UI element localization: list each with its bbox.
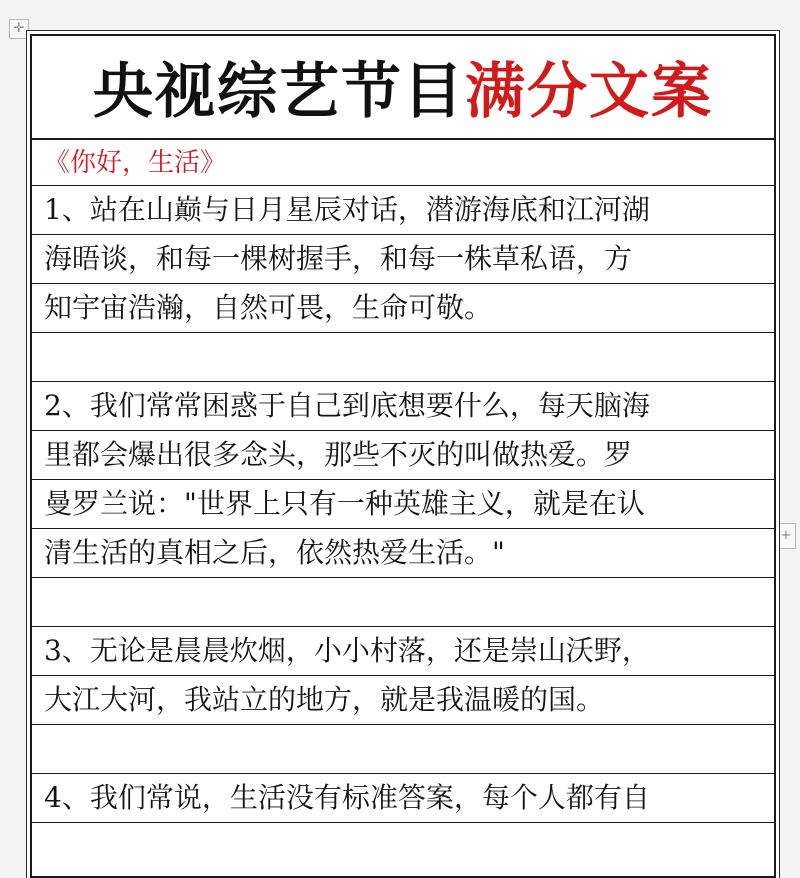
- text-line: 2、我们常常困惑于自己到底想要什么，每天脑海: [32, 382, 774, 431]
- text-line: 大江大河，我站立的地方，就是我温暖的国。: [32, 676, 774, 725]
- resize-handle-icon[interactable]: +: [776, 523, 796, 549]
- text-line: 里都会爆出很多念头，那些不灭的叫做热爱。罗: [32, 431, 774, 480]
- text-line: [32, 725, 774, 774]
- ruled-lines: [32, 140, 774, 823]
- document-page: [30, 34, 776, 878]
- text-line: 知宇宙浩瀚，自然可畏，生命可敬。: [32, 284, 774, 333]
- text-line: 3、无论是晨晨炊烟，小小村落，还是崇山沃野，: [32, 627, 774, 676]
- page-title: [32, 36, 774, 140]
- text-line: 曼罗兰说："世界上只有一种英雄主义，就是在认: [32, 480, 774, 529]
- move-handle-icon[interactable]: ✛: [9, 19, 29, 39]
- title-black-part: 央视综艺节目: [93, 57, 465, 127]
- text-line: [32, 578, 774, 627]
- text-line: 清生活的真相之后，依然热爱生活。": [32, 529, 774, 578]
- section-subtitle: 《你好，生活》: [32, 140, 774, 186]
- text-line: 海晤谈，和每一棵树握手，和每一株草私语，方: [32, 235, 774, 284]
- title-red-part: 满分文案: [465, 57, 713, 127]
- text-line: 1、站在山巅与日月星辰对话，潜游海底和江河湖: [32, 186, 774, 235]
- text-line: [32, 333, 774, 382]
- text-line: 4、我们常说，生活没有标准答案，每个人都有自: [32, 774, 774, 823]
